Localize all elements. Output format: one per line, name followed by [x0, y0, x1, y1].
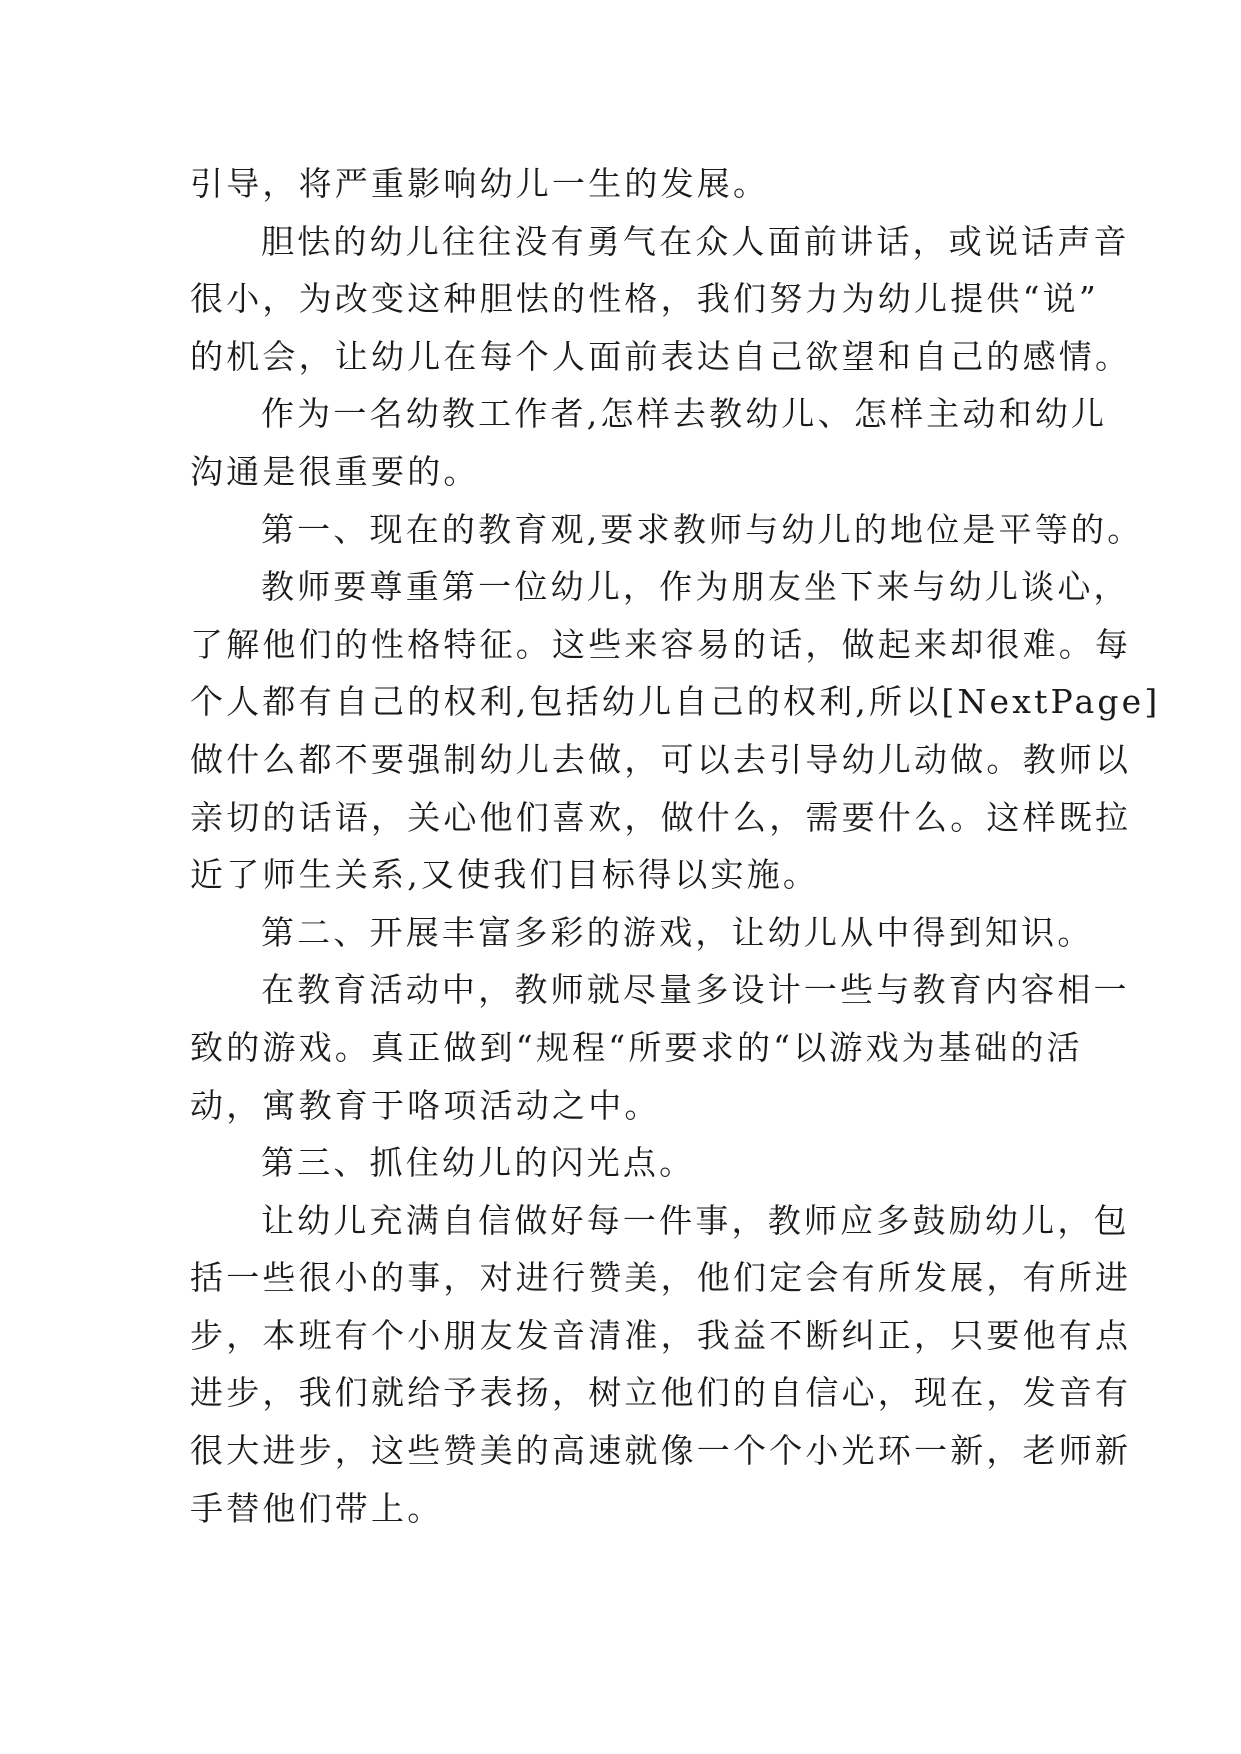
paragraph [190, 385, 1108, 500]
paragraph [190, 1134, 1050, 1192]
text-line: 步，本班有个小朋友发音清准，我益不断纠正，只要他有点 [190, 1315, 1132, 1355]
text-line: 手替他们带上。 [190, 1488, 444, 1528]
text-line: 致的游戏。真正做到“规程“所要求的“以游戏为基础的活 [190, 1027, 1083, 1067]
text-line: 做什么都不要强制幼儿去做，可以去引导幼儿动做。教师以 [190, 739, 1132, 779]
paragraph [190, 904, 1094, 962]
text-line: 胆怯的幼儿往往没有勇气在众人面前讲话，或说话声音 [260, 221, 1130, 261]
text-line: 的机会，让幼儿在每个人面前表达自己欲望和自己的感情。 [190, 336, 1132, 376]
text-line: 沟通是很重要的。 [190, 451, 480, 491]
paragraph [190, 1192, 1132, 1538]
text-line: 亲切的话语，关心他们喜欢，做什么，需要什么。这样既拉 [190, 797, 1132, 837]
text-line: 第二、开展丰富多彩的游戏，让幼儿从中得到知识。 [260, 912, 1094, 952]
text-line: 很大进步，这些赞美的高速就像一个个小光环一新，老师新 [190, 1431, 1132, 1471]
paragraph [190, 961, 1130, 1134]
text-line: 在教育活动中，教师就尽量多设计一些与教育内容相一 [260, 970, 1130, 1010]
document-body [190, 155, 1161, 1537]
text-line: 个人都有自己的权利,包括幼儿自己的权利,所以[NextPage] [190, 682, 1161, 722]
text-line: 引导，将严重影响幼儿一生的发展。 [190, 164, 770, 203]
text-line: 很小，为改变这种胆怯的性格，我们努力为幼儿提供“说” [190, 279, 1099, 319]
text-line: 进步，我们就给予表扬，树立他们的自信心，现在，发音有 [190, 1373, 1132, 1413]
paragraph [190, 501, 1144, 559]
text-line: 第三、抓住幼儿的闪光点。 [260, 1143, 696, 1183]
paragraph [190, 558, 1161, 904]
paragraph [190, 155, 1050, 213]
text-line: 教师要尊重第一位幼儿，作为朋友坐下来与幼儿谈心， [260, 567, 1130, 607]
text-line: 了解他们的性格特征。这些来容易的话，做起来却很难。每 [190, 624, 1132, 664]
text-line: 近了师生关系,又使我们目标得以实施。 [190, 855, 820, 895]
text-line: 让幼儿充满自信做好每一件事，教师应多鼓励幼儿，包 [260, 1200, 1130, 1240]
text-line: 第一、现在的教育观,要求教师与幼儿的地位是平等的。 [260, 509, 1144, 549]
text-line: 括一些很小的事，对进行赞美，他们定会有所发展，有所进 [190, 1258, 1132, 1298]
text-line: 动，寓教育于咯项活动之中。 [190, 1085, 661, 1125]
text-line: 作为一名幼教工作者,怎样去教幼儿、怎样主动和幼儿 [260, 394, 1108, 434]
paragraph [190, 213, 1132, 386]
